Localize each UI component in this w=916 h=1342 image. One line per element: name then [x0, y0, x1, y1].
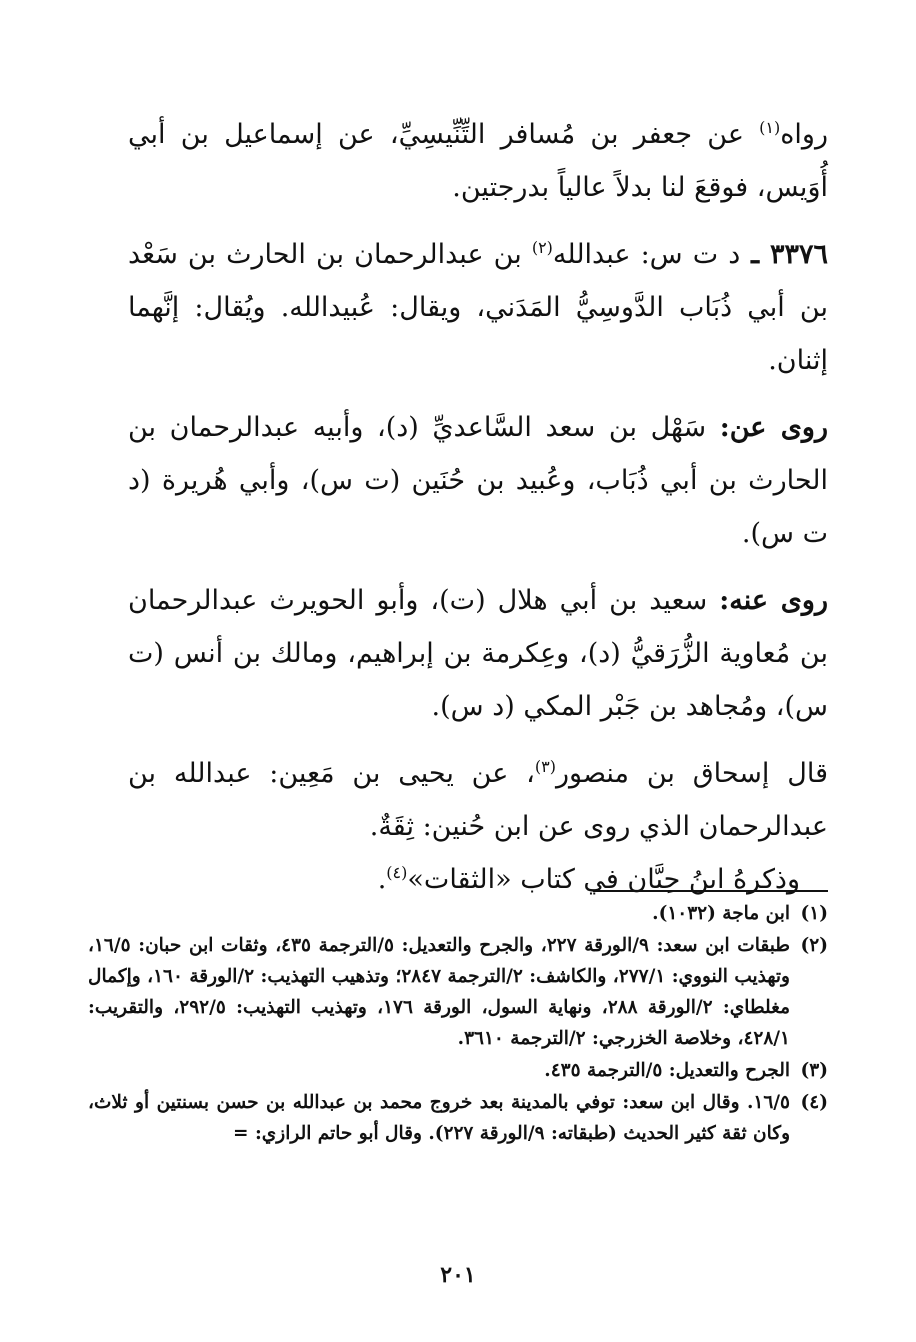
narrators-label: روى عنه: — [719, 585, 828, 616]
paragraph-6: وذكرهُ ابنُ حِبَّان في كتاب «الثقات»$^{(٤)}$. — [377, 863, 800, 895]
footnotes — [88, 898, 828, 1150]
footnote-ref-2: (٢) — [531, 238, 553, 257]
footnote-ref-4: (٤) — [386, 863, 408, 882]
footnote — [88, 930, 828, 1054]
footnote-number: (٣) — [800, 1060, 828, 1081]
footnote-number: (١) — [800, 903, 828, 924]
main-text — [128, 108, 828, 920]
footnote — [88, 898, 828, 929]
narrated-from-paragraph: روى عن: سَهْل بن سعد السَّاعديِّ (د)، وأبيه عبدالرحمان بن الحارث بن أبي ذُبَاب، وعُبيد بن حُنَين (ت س)، وأبي هُريرة (د ت س). — [128, 412, 829, 549]
footnote-ref-1: (١) — [759, 118, 781, 137]
footnote-text: طبقات ابن سعد: ٩/الورقة ٢٢٧، والجرح والتعديل: ٥/الترجمة ٤٣٥، وثقات ابن حبان: ١٦/٥، وتهذيب النووي: ٢٧٧/١، والكاشف: ٢/الترجمة ٢٨٤٧؛ وتذهيب التهذيب: ٢/الورقة ١٦٠، وإكمال مغلطاي: ٢/الورقة ٢٨٨، ونهاية السول، الورقة ١٧٦، وتهذيب التهذيب: ٢٩٢/٥، والتقريب: ٤٢٨/١، وخلاصة الخزرجي: ٢/الترجمة ٣٦١٠. — [88, 935, 791, 1049]
footnote-text: الجرح والتعديل: ٥/الترجمة ٤٣٥. — [544, 1060, 790, 1081]
page-number: ٢٠١ — [440, 1262, 476, 1288]
footnote-ref-3: (٣) — [534, 757, 556, 776]
narrated-from-label: روى عن: — [719, 412, 829, 443]
footnote — [88, 1055, 828, 1086]
footnote-number: (٤) — [800, 1092, 828, 1113]
footnote-text: ابن ماجة (١٠٣٢). — [652, 903, 790, 924]
footnote — [88, 1087, 828, 1149]
paragraph-1: رواه$^{(١)}$ عن جعفر بن مُسافر التِّنِّيسِيِّ، عن إسماعيل بن أبي أُوَيس، فوقعَ لنا بدلاً عالياً بدرجتين. — [128, 118, 828, 203]
footnote-text: ١٦/٥. وقال ابن سعد: توفي بالمدينة بعد خروج محمد بن عبدالله بن حسن بسنتين أو ثلاث، وكان ثقة كثير الحديث (طبقاته: ٩/الورقة ٢٢٧). وقال أبو حاتم الرازي: = — [88, 1092, 790, 1144]
footnote-divider — [593, 890, 828, 892]
narrators-paragraph: روى عنه: سعيد بن أبي هلال (ت)، وأبو الحويرث عبدالرحمان بن مُعاوية الزُّرَقيُّ (د)، وعِكرمة بن إبراهيم، ومالك بن أنس (ت س)، ومُجاهد بن جَبْر المكي (د س). — [128, 585, 828, 722]
entry-number: ٣٣٧٦ ـ — [740, 239, 828, 270]
entry-heading-paragraph: ٣٣٧٦ ـ د ت س: عبدالله$^{(٢)}$ بن عبدالرحمان بن الحارث بن سَعْد بن أبي ذُبَاب الدَّوسِيُّ المَدَني، ويقال: عُبيدالله. ويُقال: إنَّهما إثنان. — [128, 238, 828, 376]
footnote-number: (٢) — [800, 935, 828, 956]
paragraph-5: قال إسحاق بن منصور$^{(٣)}$، عن يحيى بن مَعِين: عبدالله بن عبدالرحمان الذي روى عن ابن حُنين: ثِقَةٌ. — [128, 757, 828, 842]
